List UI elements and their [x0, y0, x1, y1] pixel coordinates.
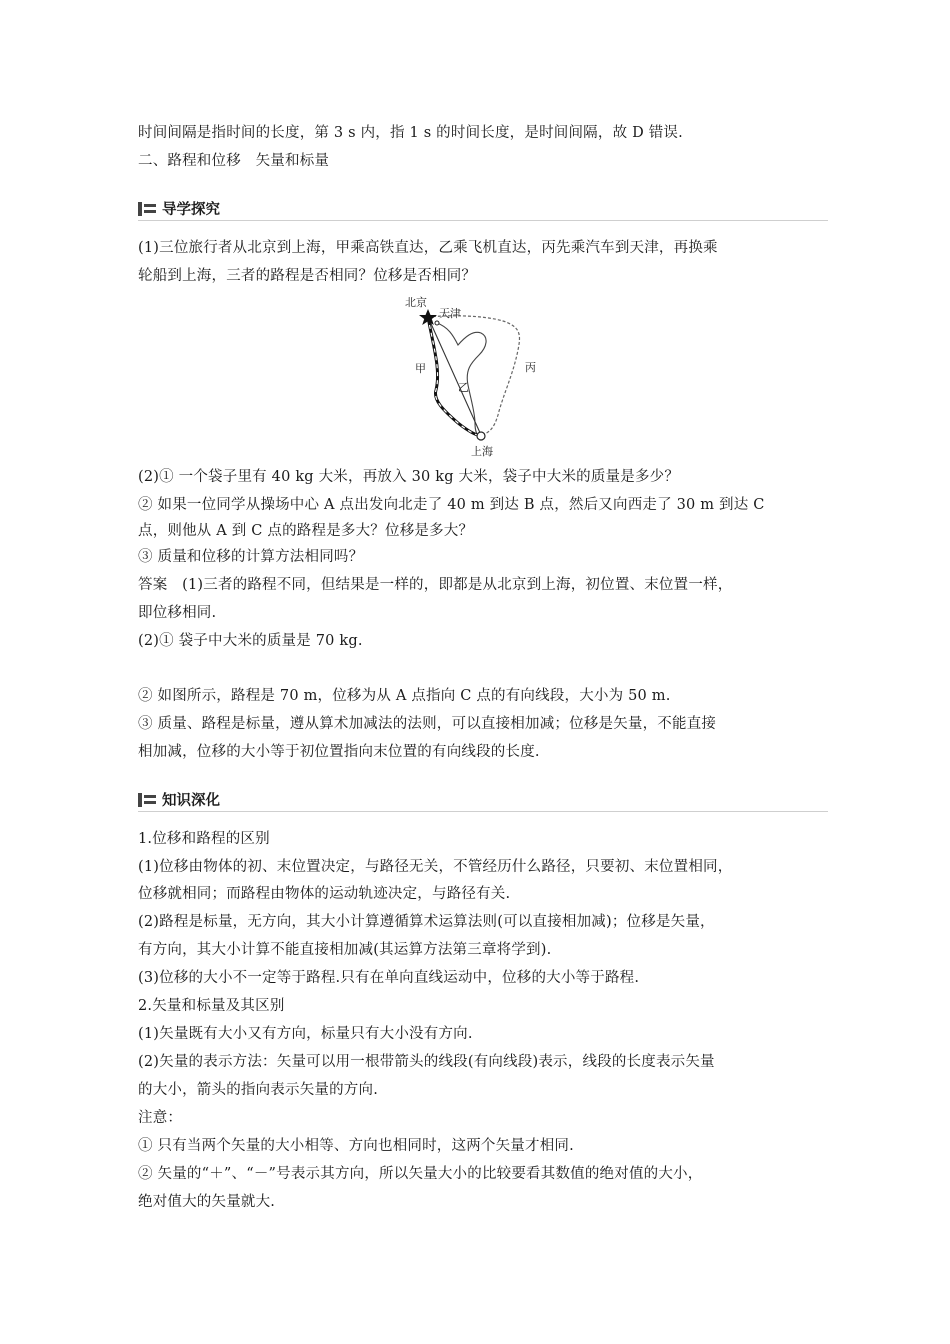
- shanghai-dot-icon: [477, 432, 485, 440]
- body-line: (2)路程是标量，无方向，其大小计算遵循算术运算法则(可以直接相加减)；位移是矢量，: [138, 914, 715, 930]
- answer-line: (2)① 袋子中大米的质量是 70 kg.: [138, 633, 363, 649]
- label-shanghai: 上海: [471, 445, 493, 458]
- body-line: (2)矢量的表示方法：矢量可以用一根带箭头的线段(有向线段)表示，线段的长度表示矢量: [138, 1054, 715, 1070]
- route-bing-sea: [437, 323, 486, 436]
- route-map-figure: [403, 295, 553, 460]
- section-header-guided-inquiry: [138, 198, 220, 219]
- question-line: 轮船到上海，三者的路程是否相同？位移是否相同？: [138, 268, 477, 284]
- body-line: 注意：: [138, 1110, 183, 1126]
- body-line: 有方向，其大小计算不能直接相加减(其运算方法第三章将学到).: [138, 942, 552, 958]
- body-line: 的大小，箭头的指向表示矢量的方向.: [138, 1082, 379, 1098]
- section-bars-icon: [138, 793, 156, 807]
- section-heading: 二、路程和位移 矢量和标量: [138, 153, 330, 169]
- label-yi: 乙: [458, 381, 469, 394]
- question-line: ② 如果一位同学从操场中心 A 点出发向北走了 40 m 到达 B 点，然后又向西走了 30 m 到达 C: [138, 497, 765, 513]
- label-beijing: 北京: [405, 296, 427, 309]
- body-line: (1)矢量既有大小又有方向，标量只有大小没有方向.: [138, 1026, 473, 1042]
- label-tianjin: 天津: [439, 307, 461, 320]
- body-line: ① 只有当两个矢量的大小相等、方向也相同时，这两个矢量才相同.: [138, 1138, 574, 1154]
- answer-line: ③ 质量、路程是标量，遵从算术加减法的法则，可以直接相加减；位移是矢量，不能直接: [138, 716, 717, 732]
- body-line: (1)位移由物体的初、末位置决定，与路径无关，不管经历什么路径，只要初、末位置相同，: [138, 859, 733, 875]
- answer-line: 答案 (1)三者的路程不同，但结果是一样的，即都是从北京到上海，初位置、末位置一样，: [138, 577, 733, 593]
- route-bing-dotted: [428, 316, 519, 435]
- tianjin-dot-icon: [435, 321, 439, 325]
- section-divider: [138, 220, 828, 221]
- section-title: 导学探究: [162, 202, 220, 218]
- section-bars-icon: [138, 202, 156, 216]
- body-line: 1.位移和路程的区别: [138, 831, 270, 847]
- route-yi-straight: [428, 317, 481, 435]
- label-jia: 甲: [415, 362, 426, 375]
- section-title: 知识深化: [162, 793, 220, 809]
- question-line: (2)① 一个袋子里有 40 kg 大米，再放入 30 kg 大米，袋子中大米的质量是多少？: [138, 469, 680, 485]
- body-line: (3)位移的大小不一定等于路程.只有在单向直线运动中，位移的大小等于路程.: [138, 970, 640, 986]
- intro-line: 时间间隔是指时间的长度，第 3 s 内，指 1 s 的时间长度，是时间间隔，故 D 错误.: [138, 125, 683, 141]
- body-line: 位移就相同；而路程由物体的运动轨迹决定，与路径有关.: [138, 886, 511, 902]
- question-line: 点，则他从 A 到 C 点的路程是多大？位移是多大？: [138, 523, 474, 539]
- question-line: (1)三位旅行者从北京到上海，甲乘高铁直达，乙乘飞机直达，丙先乘汽车到天津，再换乘: [138, 240, 718, 256]
- body-line: ② 矢量的“＋”、“－”号表示其方向，所以矢量大小的比较要看其数值的绝对值的大小，: [138, 1166, 703, 1182]
- body-line: 绝对值大的矢量就大.: [138, 1194, 276, 1210]
- answer-line: 相加减，位移的大小等于初位置指向末位置的有向线段的长度.: [138, 744, 540, 760]
- answer-line: 即位移相同.: [138, 605, 217, 621]
- answer-line: ② 如图所示，路程是 70 m，位移为从 A 点指向 C 点的有向线段，大小为 50 m.: [138, 688, 671, 704]
- section-header-knowledge-deepening: [138, 789, 220, 810]
- question-line: ③ 质量和位移的计算方法相同吗？: [138, 549, 364, 565]
- section-divider: [138, 811, 828, 812]
- label-bing: 丙: [525, 361, 536, 374]
- body-line: 2.矢量和标量及其区别: [138, 998, 285, 1014]
